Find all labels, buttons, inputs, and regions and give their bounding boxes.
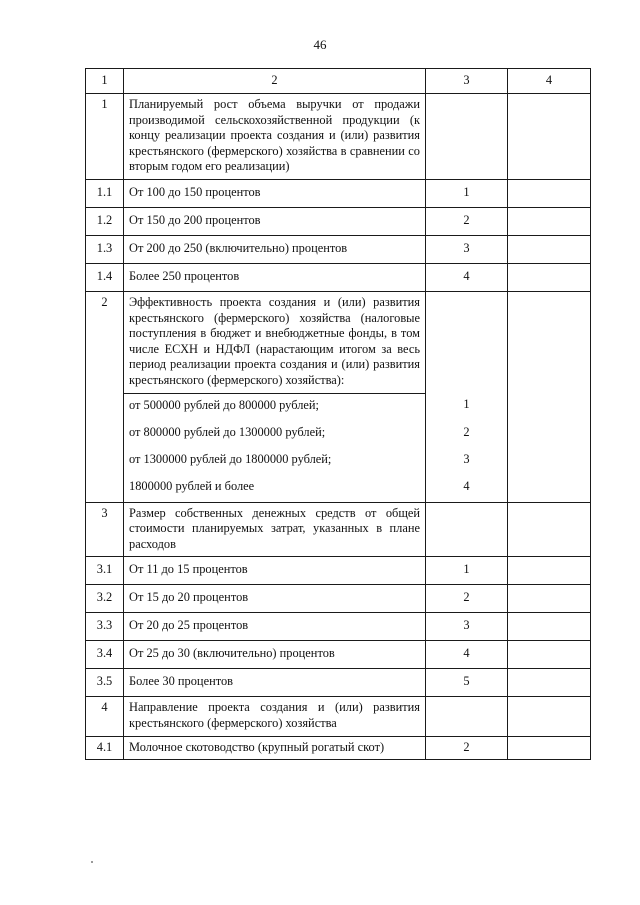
row-number: 4 bbox=[86, 697, 124, 736]
header-col-1: 1 bbox=[86, 69, 124, 94]
row-criterion: от 500000 рублей до 800000 рублей; bbox=[124, 393, 426, 421]
header-col-3: 3 bbox=[426, 69, 508, 94]
table-row bbox=[86, 207, 591, 235]
row-number: 3.1 bbox=[86, 557, 124, 585]
row-criterion: Размер собственных денежных средств от общей стоимости планируемых затрат, указанных в плане расходов bbox=[124, 502, 426, 557]
row-score: 2 bbox=[426, 585, 508, 613]
table-row bbox=[86, 736, 591, 760]
row-value bbox=[508, 207, 591, 235]
row-value bbox=[508, 585, 591, 613]
header-col-4: 4 bbox=[508, 69, 591, 94]
row-value bbox=[508, 736, 591, 760]
table-row bbox=[86, 179, 591, 207]
table-row bbox=[86, 585, 591, 613]
row-score bbox=[426, 502, 508, 557]
row-value bbox=[508, 557, 591, 585]
table-header-row bbox=[86, 69, 591, 94]
row-criterion: Более 250 процентов bbox=[124, 263, 426, 291]
row-number: 2 bbox=[86, 291, 124, 502]
row-value bbox=[508, 641, 591, 669]
row-number: 3.3 bbox=[86, 613, 124, 641]
row-criterion: Эффективность проекта создания и (или) развития крестьянского (фермерского) хозяйства (налоговые поступления в бюджет и внебюджетные фонды, в том числе ЕСХН и НДФЛ (нарастающим итогом за весь период реализации проекта создания и (или) развития крестьянского (фермерского) хозяйства): bbox=[124, 291, 426, 393]
row-number: 1 bbox=[86, 94, 124, 180]
row-score bbox=[426, 291, 508, 393]
row-number: 1.2 bbox=[86, 207, 124, 235]
table-row bbox=[86, 263, 591, 291]
row-value bbox=[508, 179, 591, 207]
table-row bbox=[86, 641, 591, 669]
row-score: 4 bbox=[426, 641, 508, 669]
row-criterion: от 800000 рублей до 1300000 рублей; bbox=[124, 421, 426, 448]
row-number: 3.2 bbox=[86, 585, 124, 613]
header-col-2: 2 bbox=[124, 69, 426, 94]
row-value bbox=[508, 94, 591, 180]
row-score: 1 bbox=[426, 393, 508, 421]
row-score: 2 bbox=[426, 421, 508, 448]
row-criterion: От 25 до 30 (включительно) процентов bbox=[124, 641, 426, 669]
row-score: 1 bbox=[426, 179, 508, 207]
table-row bbox=[86, 613, 591, 641]
row-criterion: От 150 до 200 процентов bbox=[124, 207, 426, 235]
row-score bbox=[426, 94, 508, 180]
row-score: 1 bbox=[426, 557, 508, 585]
row-criterion: Молочное скотоводство (крупный рогатый скот) bbox=[124, 736, 426, 760]
row-score: 5 bbox=[426, 669, 508, 697]
row-criterion: От 200 до 250 (включительно) процентов bbox=[124, 235, 426, 263]
row-number: 3.4 bbox=[86, 641, 124, 669]
row-criterion: От 15 до 20 процентов bbox=[124, 585, 426, 613]
criteria-table bbox=[85, 68, 591, 760]
row-criterion: Направление проекта создания и (или) развития крестьянского (фермерского) хозяйства bbox=[124, 697, 426, 736]
row-score: 3 bbox=[426, 235, 508, 263]
table-row bbox=[86, 557, 591, 585]
row-score: 4 bbox=[426, 263, 508, 291]
row-score: 3 bbox=[426, 448, 508, 475]
row-number: 4.1 bbox=[86, 736, 124, 760]
row-score: 2 bbox=[426, 207, 508, 235]
row-value bbox=[508, 291, 591, 502]
row-criterion: Планируемый рост объема выручки от продажи производимой сельскохозяйственной продукции (к концу реализации проекта создания и (или) развития крестьянского (фермерского) хозяйства в сравнении со вторым годом его реализации) bbox=[124, 94, 426, 180]
row-value bbox=[508, 669, 591, 697]
row-value bbox=[508, 697, 591, 736]
row-number: 1.3 bbox=[86, 235, 124, 263]
row-criterion: От 11 до 15 процентов bbox=[124, 557, 426, 585]
row-criterion: От 100 до 150 процентов bbox=[124, 179, 426, 207]
row-criterion: 1800000 рублей и более bbox=[124, 475, 426, 503]
row-number: 1.4 bbox=[86, 263, 124, 291]
row-value bbox=[508, 502, 591, 557]
row-score bbox=[426, 697, 508, 736]
row-score: 2 bbox=[426, 736, 508, 760]
row-criterion: От 20 до 25 процентов bbox=[124, 613, 426, 641]
table-row bbox=[86, 235, 591, 263]
row-score: 3 bbox=[426, 613, 508, 641]
row-number: 1.1 bbox=[86, 179, 124, 207]
row-criterion: от 1300000 рублей до 1800000 рублей; bbox=[124, 448, 426, 475]
row-criterion: Более 30 процентов bbox=[124, 669, 426, 697]
row-value bbox=[508, 235, 591, 263]
table-row bbox=[86, 502, 591, 557]
row-value bbox=[508, 613, 591, 641]
scan-speck bbox=[91, 861, 93, 863]
table-row bbox=[86, 94, 591, 180]
row-number: 3.5 bbox=[86, 669, 124, 697]
row-number: 3 bbox=[86, 502, 124, 557]
table-row bbox=[86, 697, 591, 736]
row-score: 4 bbox=[426, 475, 508, 503]
table-row bbox=[86, 291, 591, 393]
page-number: 46 bbox=[313, 37, 327, 52]
row-value bbox=[508, 263, 591, 291]
table-row bbox=[86, 669, 591, 697]
